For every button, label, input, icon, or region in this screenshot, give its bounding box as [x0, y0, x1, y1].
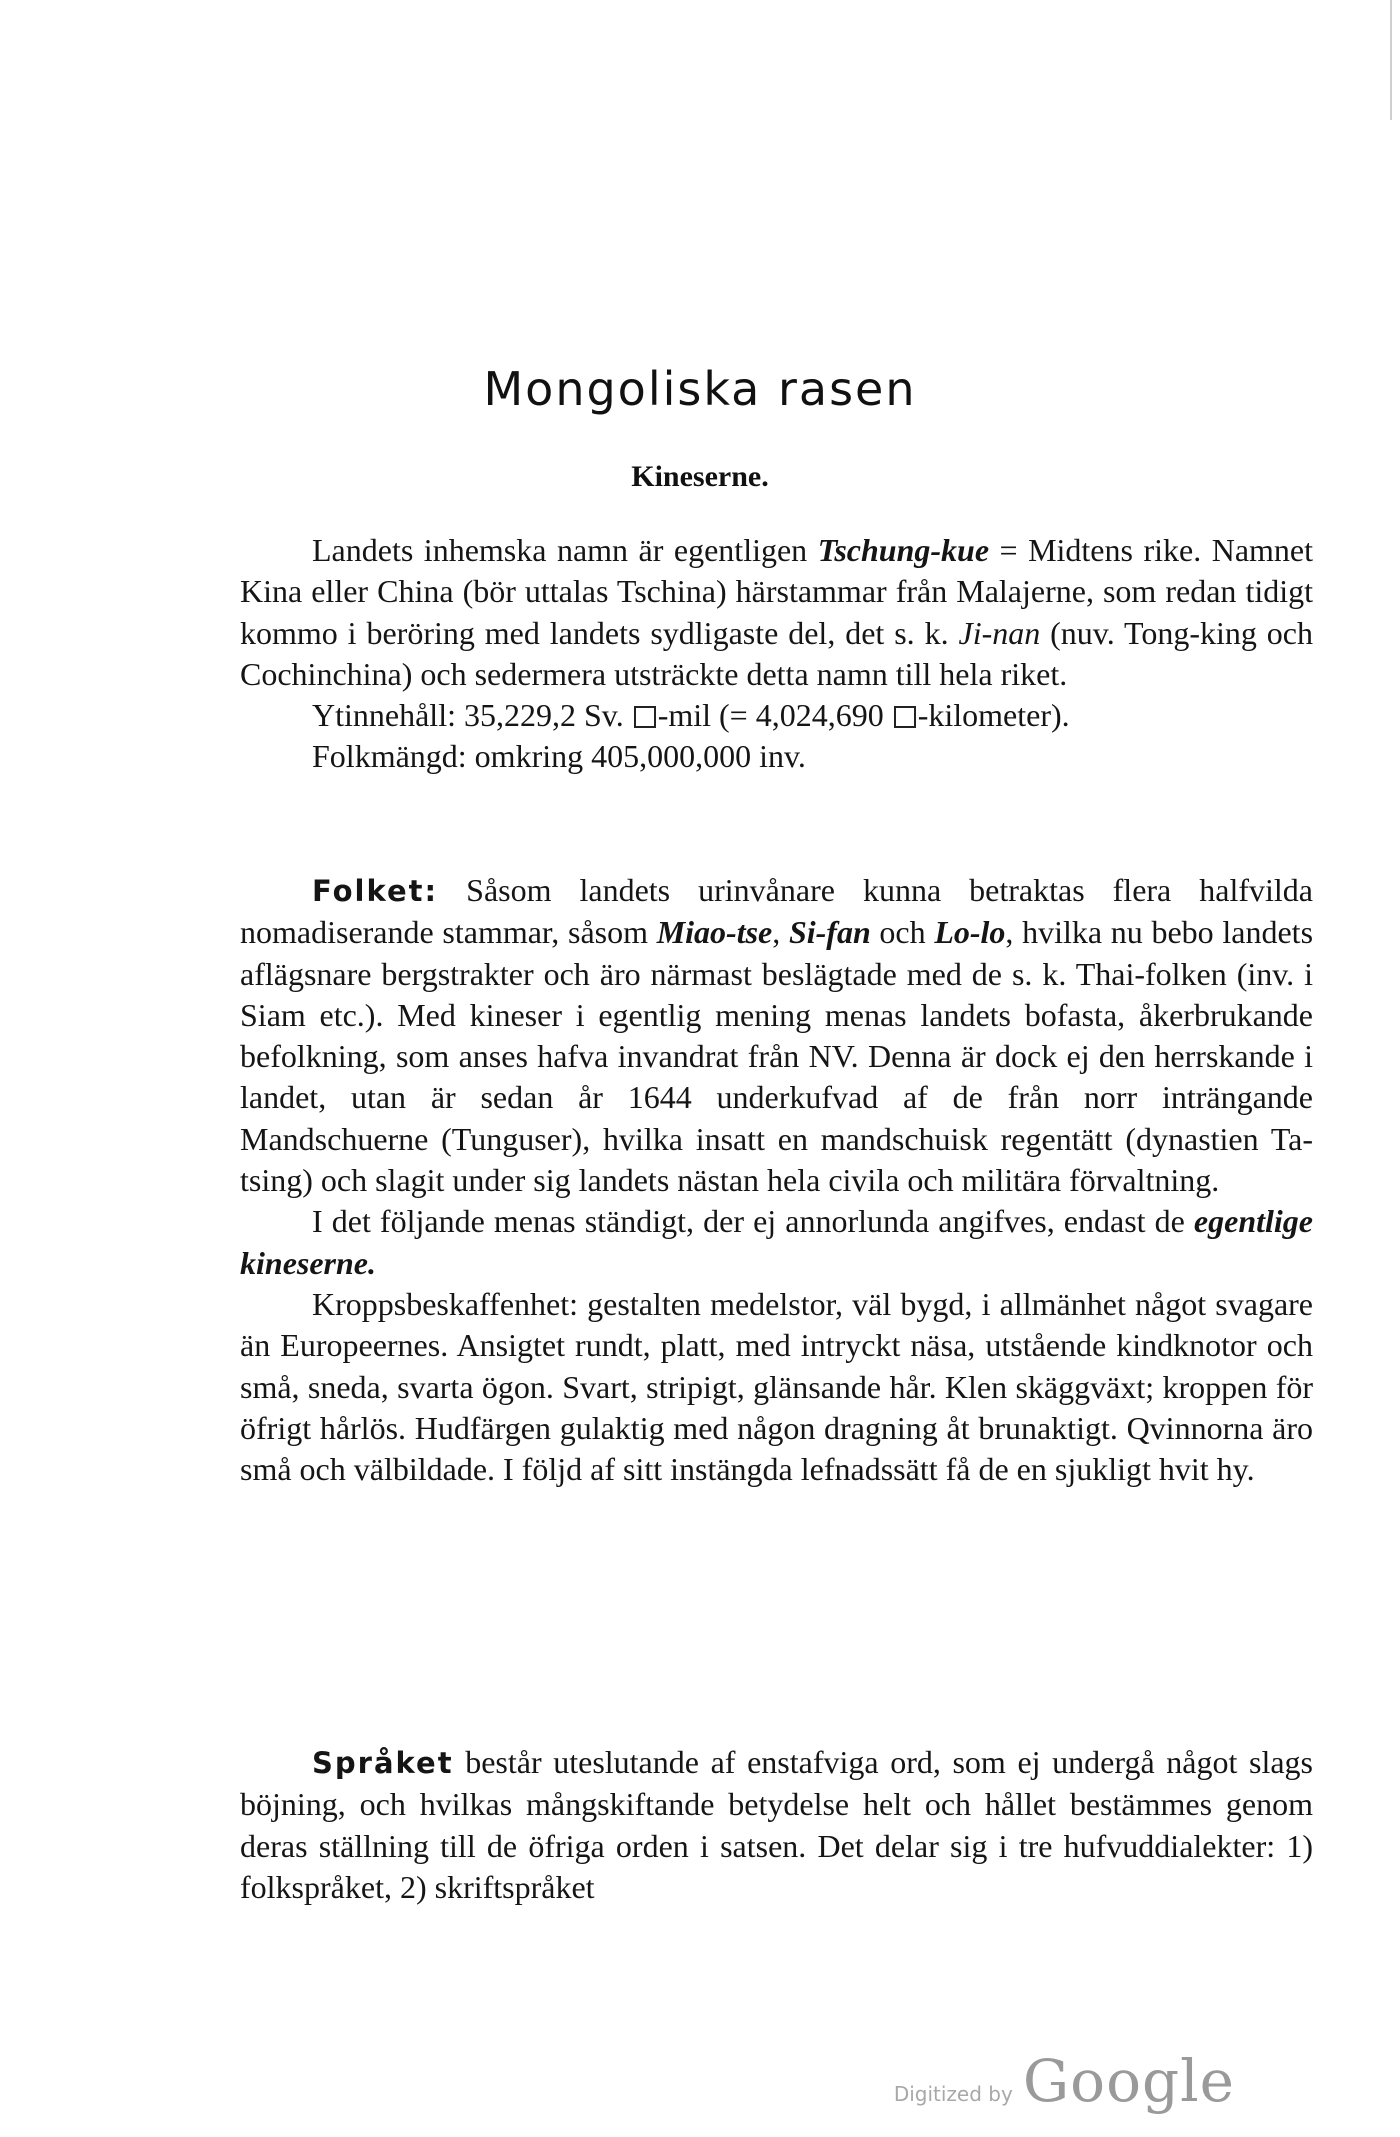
digitized-watermark [894, 2047, 1235, 2115]
scan-edge-line [1390, 0, 1392, 120]
watermark-small-text: Digitized by [893, 2082, 1013, 2106]
term-si-fan: Si-fan [788, 914, 871, 951]
google-logo: Google [1022, 2047, 1235, 2115]
term-tschung-kue: Tschung-kue [817, 532, 990, 568]
people-sep: , [772, 914, 789, 951]
definition-text: I det följande menas ständigt, der ej annorlunda angifves, endast de [312, 1203, 1194, 1240]
square-symbol-icon [634, 706, 656, 728]
language-text: består uteslutande af enstafviga ord, som ej undergå något slags böjning, och hvilkas mångskiftande betydelse helt och hållet bestämmes genom deras ställning till de öfriga orden i satsen. Det delar sig i tre hufvuddialekter: 1) folkspråket, 2) skriftspråket [240, 1744, 1313, 1905]
language-lead: Språket [312, 1746, 454, 1780]
population-line: Folkmängd: omkring 405,000,000 inv. [312, 738, 806, 775]
intro-text-b: = Midtens rike. Namnet Kina eller China (bör uttalas Tschina) härstammar från Malajerne, som redan tidigt kommo i beröring med landets sydligaste del, det s. k. [240, 532, 1314, 651]
term-egentlige-kineserne: egentlige kineserne. [240, 1203, 1313, 1281]
language-section [240, 1742, 1313, 1908]
intro-text-c: (nuv. Tong-king och Cochinchina) och sedermera utsträckte detta namn till hela riket. [240, 614, 1314, 692]
people-and: och [870, 914, 935, 951]
intro-text-a: Landets inhemska namn är egentligen [312, 532, 818, 568]
people-section [240, 870, 1313, 1490]
page-title: Mongoliska rasen [483, 362, 917, 416]
area-text-a: Ytinnehåll: 35,229,2 Sv. [312, 697, 632, 734]
people-text-b: , hvilka nu bebo landets aflägsnare bergstrakter och äro närmast beslägtade med de s. k. Thai-folken (inv. i Siam etc.). Med kineser i egentlig mening menas landets bofasta, åkerbrukande befolkning, som anses hafva invandrat från NV. Denna är dock ej den herrskande i landet, utan är sedan år 1644 underkufvad af de från norr inträngande Mandschuerne (Tunguser), hvilka insatt en mandschuisk regentätt (dynastien Ta-tsing) och slagit under sig landets nästan hela civila och militära förvaltning. [240, 914, 1314, 1199]
definition-paragraph [240, 1201, 1313, 1284]
people-lead: Folket: [312, 874, 439, 908]
term-miao-tse: Miao-tse [656, 914, 773, 951]
section-subtitle: Kineserne. [631, 460, 769, 493]
intro-section [240, 530, 1313, 778]
term-ji-nan: Ji-nan [958, 614, 1041, 651]
term-lo-lo: Lo-lo [934, 914, 1006, 951]
area-line [240, 695, 1313, 736]
people-text-a: Såsom landets urinvånare kunna betraktas flera halfvilda nomadiserande stammar, såsom [240, 872, 1313, 951]
area-text-c: -kilometer). [917, 697, 1070, 734]
people-paragraph [240, 870, 1313, 1201]
language-paragraph [240, 1742, 1313, 1908]
body-paragraph: Kroppsbeskaffenhet: gestalten medelstor, väl bygd, i allmänhet något svagare än Europeernes. Ansigtet rundt, platt, med intryckt näsa, utstående kindknotor och små, sneda, svarta ögon. Svart, stripigt, glänsande hår. Klen skäggväxt; kroppen för öfrigt hårlös. Hudfärgen gulaktig med någon dragning åt brunaktigt. Qvinnorna äro små och välbildade. I följd af sitt instängda lefnadssätt få de en sjukligt hvit hy. [240, 1285, 1313, 1488]
area-text-b: -mil (= 4,024,690 [657, 697, 892, 734]
square-symbol-icon [894, 706, 916, 728]
intro-paragraph [240, 530, 1313, 695]
